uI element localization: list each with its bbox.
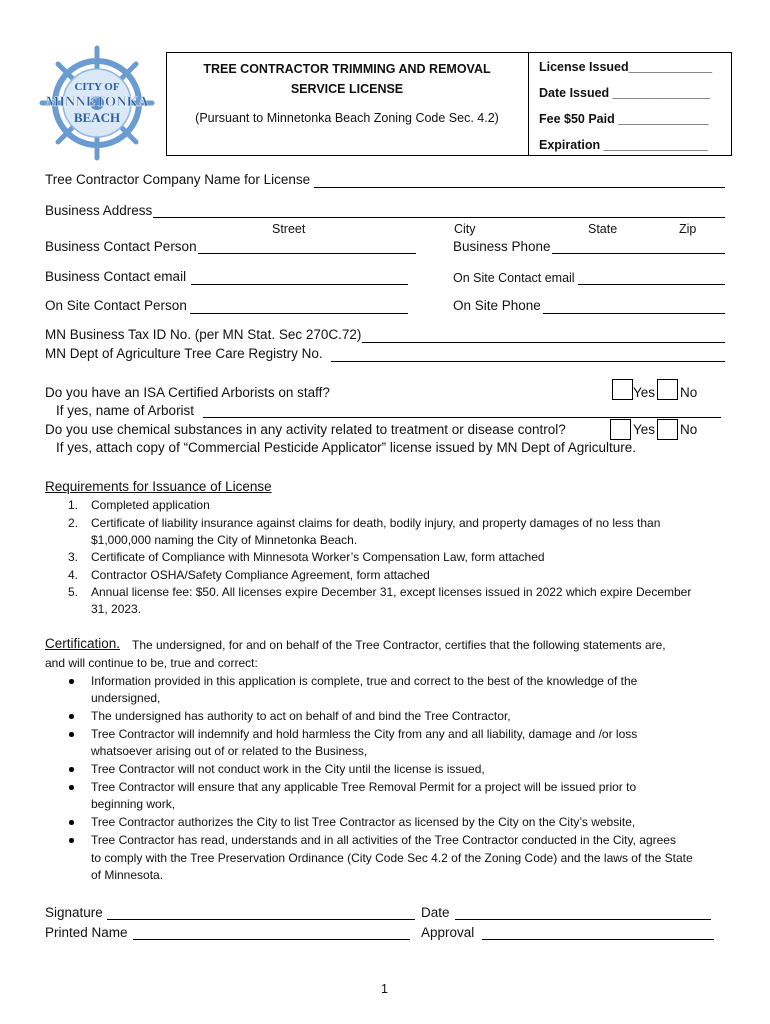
zip-sublabel: Zip (679, 222, 697, 236)
signature-input[interactable] (107, 919, 415, 920)
approval-input[interactable] (482, 939, 714, 940)
street-sublabel: Street (272, 222, 306, 236)
req-item: Completed application (91, 498, 210, 512)
business-phone-input[interactable] (552, 253, 725, 254)
license-issued-field[interactable]: License Issued____________ (539, 60, 713, 74)
cert-bullet: Tree Contractor will not conduct work in the City until the license is issued, (91, 762, 485, 776)
contact-email-input[interactable] (191, 284, 408, 285)
cert-bullet: Tree Contractor will ensure that any applicable Tree Removal Permit for a project will be issued prior to (91, 780, 637, 794)
arborist-name-input[interactable] (203, 417, 721, 418)
logo-text-bottom: BEACH (73, 110, 121, 125)
cert-bullet-cont: of Minnesota. (91, 868, 164, 882)
cert-bullet: The undersigned has authority to act on behalf of and bind the Tree Contractor, (91, 709, 511, 723)
tax-id-input[interactable] (362, 342, 725, 343)
req-item-cont: $1,000,000 naming the City of Minnetonka Beach. (91, 533, 358, 547)
cert-bullet: Tree Contractor will indemnify and hold harmless the City from any and all liability, damage and /or loss (91, 727, 638, 741)
bullet-dot (69, 732, 74, 737)
contact-email-label: Business Contact email (45, 269, 187, 284)
req-item-cont: 31, 2023. (91, 602, 142, 616)
onsite-person-label: On Site Contact Person (45, 298, 187, 313)
chemical-no-label: No (680, 422, 698, 437)
form-title-line1: TREE CONTRACTOR TRIMMING AND REMOVAL (203, 62, 491, 76)
onsite-email-label: On Site Contact email (453, 271, 575, 285)
onsite-phone-label: On Site Phone (453, 298, 541, 313)
signature-label: Signature (45, 905, 103, 920)
contact-person-input[interactable] (198, 253, 416, 254)
chemical-no-checkbox[interactable] (657, 419, 678, 440)
cert-bullet-cont: beginning work, (91, 797, 176, 811)
header-divider (528, 52, 529, 156)
req-item: Certificate of Compliance with Minnesota Worker’s Compensation Law, form attached (91, 550, 545, 564)
req-number: 1. (68, 498, 79, 512)
req-number: 2. (68, 516, 79, 530)
certification-heading: Certification. (45, 636, 121, 651)
req-item: Certificate of liability insurance against claims for death, bodily injury, and property damages of no less than (91, 516, 661, 530)
logo-text-mid: MINNETONKA (45, 94, 149, 110)
city-sublabel: City (454, 222, 476, 236)
bullet-dot (69, 785, 74, 790)
req-item: Contractor OSHA/Safety Compliance Agreement, form attached (91, 568, 430, 582)
cert-bullet-cont: undersigned, (91, 691, 161, 705)
state-sublabel: State (588, 222, 618, 236)
cert-bullet-cont: whatsoever arising out of or related to the Business, (91, 744, 368, 758)
form-subtitle: (Pursuant to Minnetonka Beach Zoning Code Sec. 4.2) (195, 111, 499, 125)
cert-bullet: Tree Contractor has read, understands and in all activities of the Tree Contractor conducted in the City, agrees (91, 833, 676, 847)
company-name-input[interactable] (314, 187, 725, 188)
form-title-line2: SERVICE LICENSE (290, 82, 404, 96)
ag-registry-label: MN Dept of Agriculture Tree Care Registry No. (45, 346, 323, 361)
logo-text-top: CITY OF (74, 81, 120, 93)
chemical-question: Do you use chemical substances in any activity related to treatment or disease control? (45, 422, 566, 437)
cert-bullet-cont: to comply with the Tree Preservation Ordinance (City Code Sec 4.2 of the Zoning Code) and the laws of the State (91, 851, 693, 865)
printed-name-label: Printed Name (45, 925, 128, 940)
date-label: Date (421, 905, 450, 920)
chemical-yes-label: Yes (633, 422, 656, 437)
fee-paid-field[interactable]: Fee $50 Paid _____________ (539, 112, 709, 126)
expiration-field[interactable]: Expiration _______________ (539, 138, 708, 152)
onsite-email-input[interactable] (578, 284, 725, 285)
business-address-label: Business Address (45, 203, 153, 218)
arborist-no-checkbox[interactable] (657, 379, 678, 400)
business-address-input[interactable] (153, 217, 725, 218)
page-number: 1 (381, 982, 388, 996)
ag-registry-input[interactable] (331, 361, 725, 362)
certification-intro: The undersigned, for and on behalf of the Tree Contractor, certifies that the following statements are, (132, 638, 666, 652)
bullet-dot (69, 838, 74, 843)
bullet-dot (69, 679, 74, 684)
onsite-phone-input[interactable] (543, 313, 725, 314)
company-name-label: Tree Contractor Company Name for License (45, 172, 311, 187)
cert-bullet: Tree Contractor authorizes the City to list Tree Contractor as licensed by the City on the City’s website, (91, 815, 636, 829)
city-logo (38, 44, 156, 162)
req-item: Annual license fee: $50. All licenses expire December 31, except licenses issued in 2022 which expire December (91, 585, 692, 599)
chemical-note: If yes, attach copy of “Commercial Pesticide Applicator” license issued by MN Dept of Agriculture. (56, 440, 636, 455)
business-phone-label: Business Phone (453, 239, 551, 254)
bullet-dot (69, 820, 74, 825)
tax-id-label: MN Business Tax ID No. (per MN Stat. Sec 270C.72) (45, 327, 362, 342)
printed-name-input[interactable] (133, 939, 410, 940)
req-number: 5. (68, 585, 79, 599)
approval-label: Approval (421, 925, 475, 940)
cert-bullet: Information provided in this application is complete, true and correct to the best of the knowledge of the (91, 674, 638, 688)
arborist-yes-checkbox[interactable] (612, 379, 633, 400)
chemical-yes-checkbox[interactable] (610, 419, 631, 440)
arborist-no-label: No (680, 385, 698, 400)
contact-person-label: Business Contact Person (45, 239, 197, 254)
date-input[interactable] (455, 919, 711, 920)
arborist-yes-label: Yes (633, 385, 656, 400)
arborist-name-label: If yes, name of Arborist (56, 403, 195, 418)
onsite-person-input[interactable] (190, 313, 408, 314)
requirements-title: Requirements for Issuance of License (45, 479, 272, 494)
req-number: 3. (68, 550, 79, 564)
bullet-dot (69, 767, 74, 772)
certification-intro-cont: and will continue to be, true and correct: (45, 656, 258, 670)
date-issued-field[interactable]: Date Issued ______________ (539, 86, 710, 100)
req-number: 4. (68, 568, 79, 582)
arborist-question: Do you have an ISA Certified Arborists on staff? (45, 385, 330, 400)
bullet-dot (69, 714, 74, 719)
